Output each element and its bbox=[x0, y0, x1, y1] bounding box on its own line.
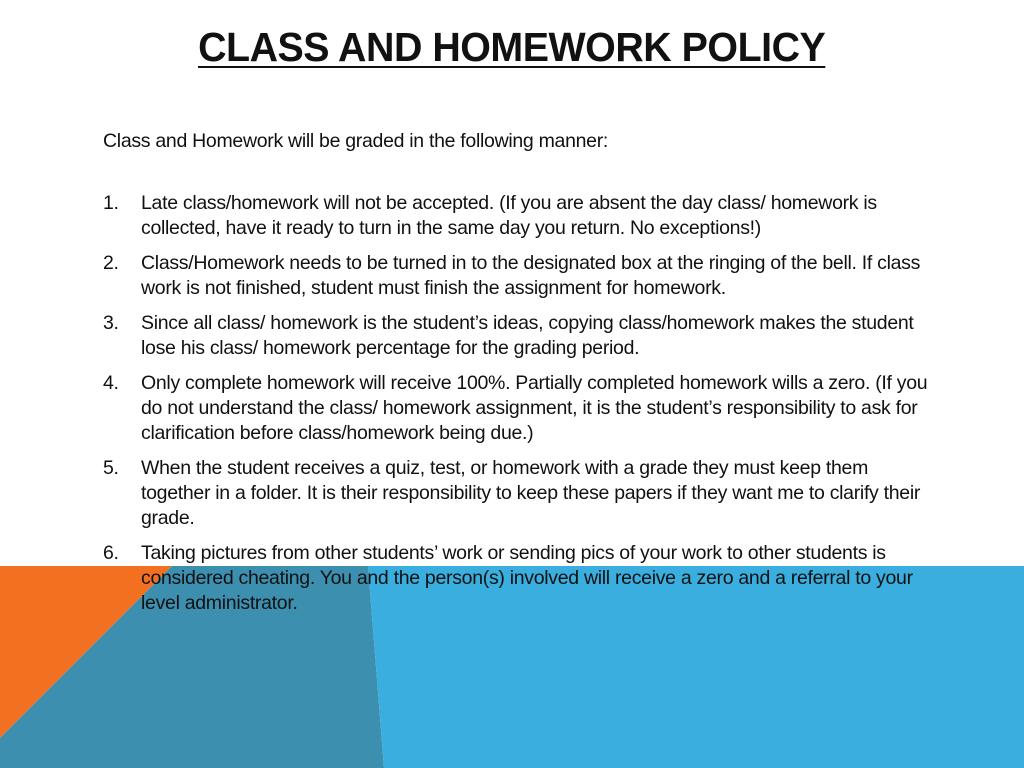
policy-item-6 bbox=[103, 541, 933, 616]
policy-item-4 bbox=[103, 371, 933, 446]
policy-item-3 bbox=[103, 311, 933, 361]
policy-item-number: 1. bbox=[103, 192, 119, 214]
policy-item-1 bbox=[103, 191, 933, 241]
policy-item-number: 4. bbox=[103, 372, 119, 394]
policy-item-text: Class/Homework needs to be turned in to the designated box at the ringing of the bell. If class work is not finished, student must finish the assignment for homework. bbox=[141, 252, 921, 299]
policy-item-text: Only complete homework will receive 100%. Partially completed homework wills a zero. (If you do not understand the class/ homework assignment, it is the student’s responsibility to ask for clarification before class/homework being due.) bbox=[141, 372, 928, 444]
slide-content bbox=[103, 129, 933, 626]
policy-item-number: 6. bbox=[103, 542, 119, 564]
page-title bbox=[0, 24, 1024, 71]
page-title-text: CLASS AND HOMEWORK POLICY bbox=[198, 24, 826, 70]
policy-item-number: 2. bbox=[103, 252, 119, 274]
policy-item-text: Taking pictures from other students’ work or sending pics of your work to other students is considered cheating. You and the person(s) involved will receive a zero and a referral to your level administrator. bbox=[141, 542, 913, 614]
policy-item-2 bbox=[103, 251, 933, 301]
policy-item-number: 5. bbox=[103, 457, 119, 479]
policy-item-text: Late class/homework will not be accepted. (If you are absent the day class/ homework is collected, have it ready to turn in the same day you return. No exceptions!) bbox=[141, 192, 877, 239]
policy-item-number: 3. bbox=[103, 312, 119, 334]
policy-item-text: Since all class/ homework is the student’s ideas, copying class/homework makes the student lose his class/ homework percentage for the grading period. bbox=[141, 312, 914, 359]
intro-text: Class and Homework will be graded in the following manner: bbox=[103, 130, 609, 152]
policy-list bbox=[103, 191, 933, 616]
policy-item-text: When the student receives a quiz, test, or homework with a grade they must keep them together in a folder. It is their responsibility to keep these papers if they want me to clarify their grade. bbox=[141, 457, 921, 529]
policy-item-5 bbox=[103, 456, 933, 531]
